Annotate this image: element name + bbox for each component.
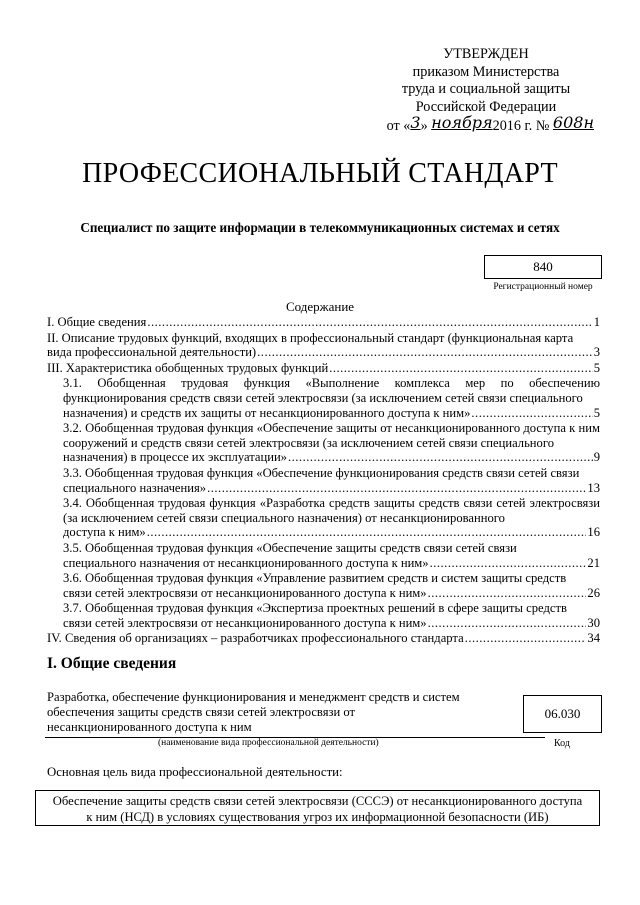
toc-entry[interactable] <box>47 496 600 540</box>
activity-code-box: 06.030 <box>523 695 602 733</box>
toc-entry-text: специального назначения от несанкционированного доступа к ним» <box>63 555 429 570</box>
toc-page-number: 5 <box>593 405 600 420</box>
toc-entry[interactable] <box>47 331 600 360</box>
goal-label: Основная цель вида профессиональной деятельности: <box>47 765 343 779</box>
toc-entry-text: 3.1. Обобщенная трудовая функция «Выполнение комплекса мер по обеспечению функционирования средств связи сетей электросвязи (за исключением сетей связи специального <box>63 376 600 405</box>
registration-number-box: 840 <box>484 255 602 279</box>
toc-entry-text: 3.5. Обобщенная трудовая функция «Обеспечение защиты средств связи сетей связи <box>63 540 517 555</box>
toc-leader <box>430 556 587 571</box>
approval-order-line: приказом Министерства <box>412 63 560 80</box>
toc-entry[interactable] <box>47 376 600 420</box>
toc-title: Содержание <box>285 299 355 314</box>
document-title: ПРОФЕССИОНАЛЬНЫЙ СТАНДАРТ <box>82 158 558 189</box>
toc-entry[interactable] <box>47 466 600 495</box>
approval-heading: УТВЕРЖДЕН <box>443 46 529 62</box>
toc-entry-text: III. Характеристика обобщенных трудовых функций <box>47 360 329 375</box>
activity-name-line: несанкционированного доступа к ним <box>47 720 252 734</box>
toc-page-number: 1 <box>593 315 600 329</box>
toc-entry-text: II. Описание трудовых функций, входящих в профессиональный стандарт (функциональная карта <box>47 330 574 345</box>
toc-leader <box>329 361 593 376</box>
toc-entry[interactable] <box>47 571 600 600</box>
toc-entry[interactable] <box>47 315 600 330</box>
document-subtitle: Специалист по защите информации в телекоммуникационных системах и сетях <box>80 220 560 235</box>
handwritten-month: ноября <box>431 113 493 133</box>
toc-page-number: 13 <box>587 480 600 495</box>
toc-entry-text: связи сетей электросвязи от несанкционированного доступа к ним» <box>63 615 427 630</box>
toc-entry-text: 3.7. Обобщенная трудовая функция «Экспертиза проектных решений в сфере защиты средств <box>63 601 567 616</box>
toc-entry-text: связи сетей электросвязи от несанкционированного доступа к ним» <box>63 585 427 600</box>
toc-entry[interactable] <box>47 361 600 376</box>
activity-name-line: Разработка, обеспечение функционирования и менеджмент средств и систем <box>47 690 460 704</box>
goal-text-line: к ним (НСД) в условиях существования угроз их информационной безопасности (ИБ) <box>86 810 549 824</box>
approval-block <box>376 46 596 136</box>
toc-leader <box>428 616 587 631</box>
toc-page-number: 3 <box>593 345 600 360</box>
date-year: 2016 г. № <box>492 118 550 135</box>
goal-text-line: Обеспечение защиты средств связи сетей электросвязи (СССЭ) от несанкционированного доступа <box>52 794 583 808</box>
toc-entry-text: I. Общие сведения <box>47 315 147 329</box>
toc-page-number: 16 <box>587 525 600 540</box>
date-close-quote: » <box>420 118 428 135</box>
toc-entry-text: вида профессиональной деятельности) <box>47 345 257 360</box>
toc-page-number: 30 <box>587 615 600 630</box>
toc-leader <box>471 406 592 421</box>
toc-entry-text: специального назначения» <box>63 480 207 495</box>
registration-number-label: Регистрационный номер <box>493 282 593 292</box>
approval-date-line <box>376 113 594 136</box>
toc-leader <box>428 586 587 601</box>
toc-entry-text: назначения) и средств их защиты от несанкционированного доступа к ним» <box>63 405 471 420</box>
toc-page-number: 21 <box>587 555 600 570</box>
toc-entry[interactable] <box>47 601 600 630</box>
activity-name-line: обеспечения защиты средств связи сетей электросвязи от <box>47 705 355 719</box>
table-of-contents <box>47 315 600 647</box>
section-heading-general: I. Общие сведения <box>47 655 177 672</box>
code-caption: Код <box>554 738 570 749</box>
approval-ministry-line: труда и социальной защиты <box>401 81 571 98</box>
activity-caption: (наименование вида профессиональной деятельности) <box>158 738 379 748</box>
toc-leader <box>207 481 586 496</box>
activity-name <box>47 690 507 735</box>
toc-entry-text: 3.3. Обобщенная трудовая функция «Обеспечение функционирования средств связи сетей связи <box>63 465 580 480</box>
handwritten-day: 3 <box>410 113 421 133</box>
handwritten-order-number: 608н <box>552 113 594 133</box>
date-prefix: от « <box>386 118 411 135</box>
toc-entry-text: доступа к ним» <box>63 525 146 540</box>
approval-country-line: Российской Федерации <box>415 98 557 115</box>
toc-page-number: 34 <box>587 631 600 646</box>
toc-leader <box>147 525 587 540</box>
toc-leader <box>147 315 592 330</box>
toc-page-number: 26 <box>587 585 600 600</box>
toc-leader <box>257 345 593 360</box>
toc-entry-text: назначения) в процессе их эксплуатации» <box>63 450 287 465</box>
toc-leader <box>465 631 587 646</box>
toc-entry-text: 3.6. Обобщенная трудовая функция «Управление развитием средств и систем защиты средств <box>63 571 567 586</box>
toc-entry[interactable] <box>47 421 600 465</box>
toc-entry-text: 3.2. Обобщенная трудовая функция «Обеспечение защиты от несанкционированного доступа к ним сооружений и средств связи сетей электросвязи (за исключением сетей связи специального <box>63 421 600 450</box>
toc-page-number: 9 <box>593 450 600 465</box>
goal-box <box>35 790 600 826</box>
toc-entry-text: 3.4. Обобщенная трудовая функция «Разработка средств защиты средств связи сетей электросвязи (за исключением сетей связи специального назначения) от несанкционированного <box>63 496 600 525</box>
toc-entry-text: IV. Сведения об организациях – разработчиках профессионального стандарта <box>47 631 464 646</box>
toc-entry[interactable] <box>47 631 600 646</box>
toc-leader <box>288 450 593 465</box>
toc-page-number: 5 <box>593 360 600 375</box>
toc-entry[interactable] <box>47 541 600 570</box>
